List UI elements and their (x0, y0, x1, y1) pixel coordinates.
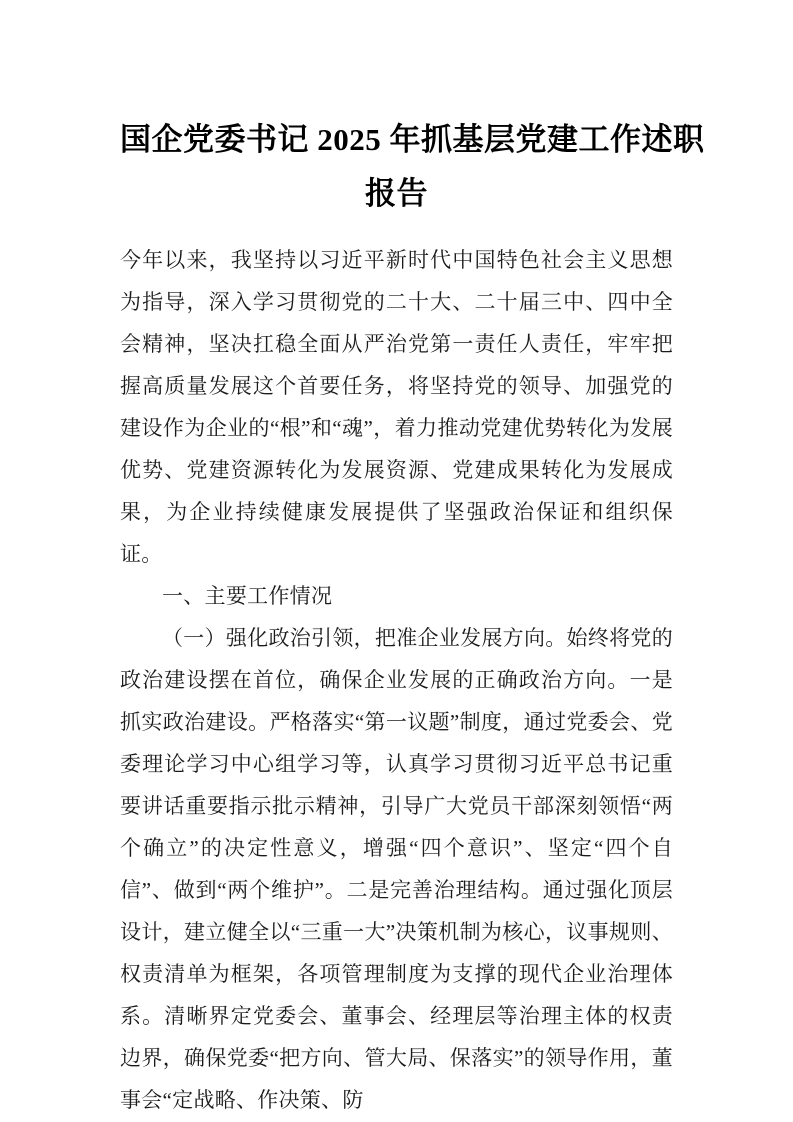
section-heading-main-work: 一、主要工作情况 (162, 584, 333, 608)
document-body (120, 239, 673, 1121)
title-line-1: 国企党委书记 2025 年抓基层党建工作述职 (120, 122, 705, 157)
document-title (120, 113, 705, 221)
document-content (120, 0, 705, 1121)
title-line-2: 报告 (365, 176, 428, 211)
paragraph-intro: 今年以来，我坚持以习近平新时代中国特色社会主义思想为指导，深入学习贯彻党的二十大、二十届三中、四中全会精神，坚决扛稳全面从严治党第一责任人责任，牢牢把握高质量发展这个首要任务，将坚持党的领导、加强党的建设作为企业的“根”和“魂”，着力推动党建优势转化为发展优势、党建资源转化为发展资源、党建成果转化为发展成果，为企业持续健康发展提供了坚强政治保证和组织保证。 (120, 248, 673, 566)
paragraph-section-1: （一）强化政治引领，把准企业发展方向。始终将党的政治建设摆在首位，确保企业发展的正确政治方向。一是抓实政治建设。严格落实“第一议题”制度，通过党委会、党委理论学习中心组学习等，认真学习贯彻习近平总书记重要讲话重要指示批示精神，引导广大党员干部深刻领悟“两个确立”的决定性意义，增强“四个意识”、坚定“四个自信”、做到“两个维护”。二是完善治理结构。通过强化顶层设计，建立健全以“三重一大”决策机制为核心，议事规则、权责清单为框架，各项管理制度为支撑的现代企业治理体系。清晰界定党委会、董事会、经理层等治理主体的权责边界，确保党委“把方向、管大局、保落实”的领导作用，董事会“定战略、作决策、防 (120, 626, 673, 1112)
